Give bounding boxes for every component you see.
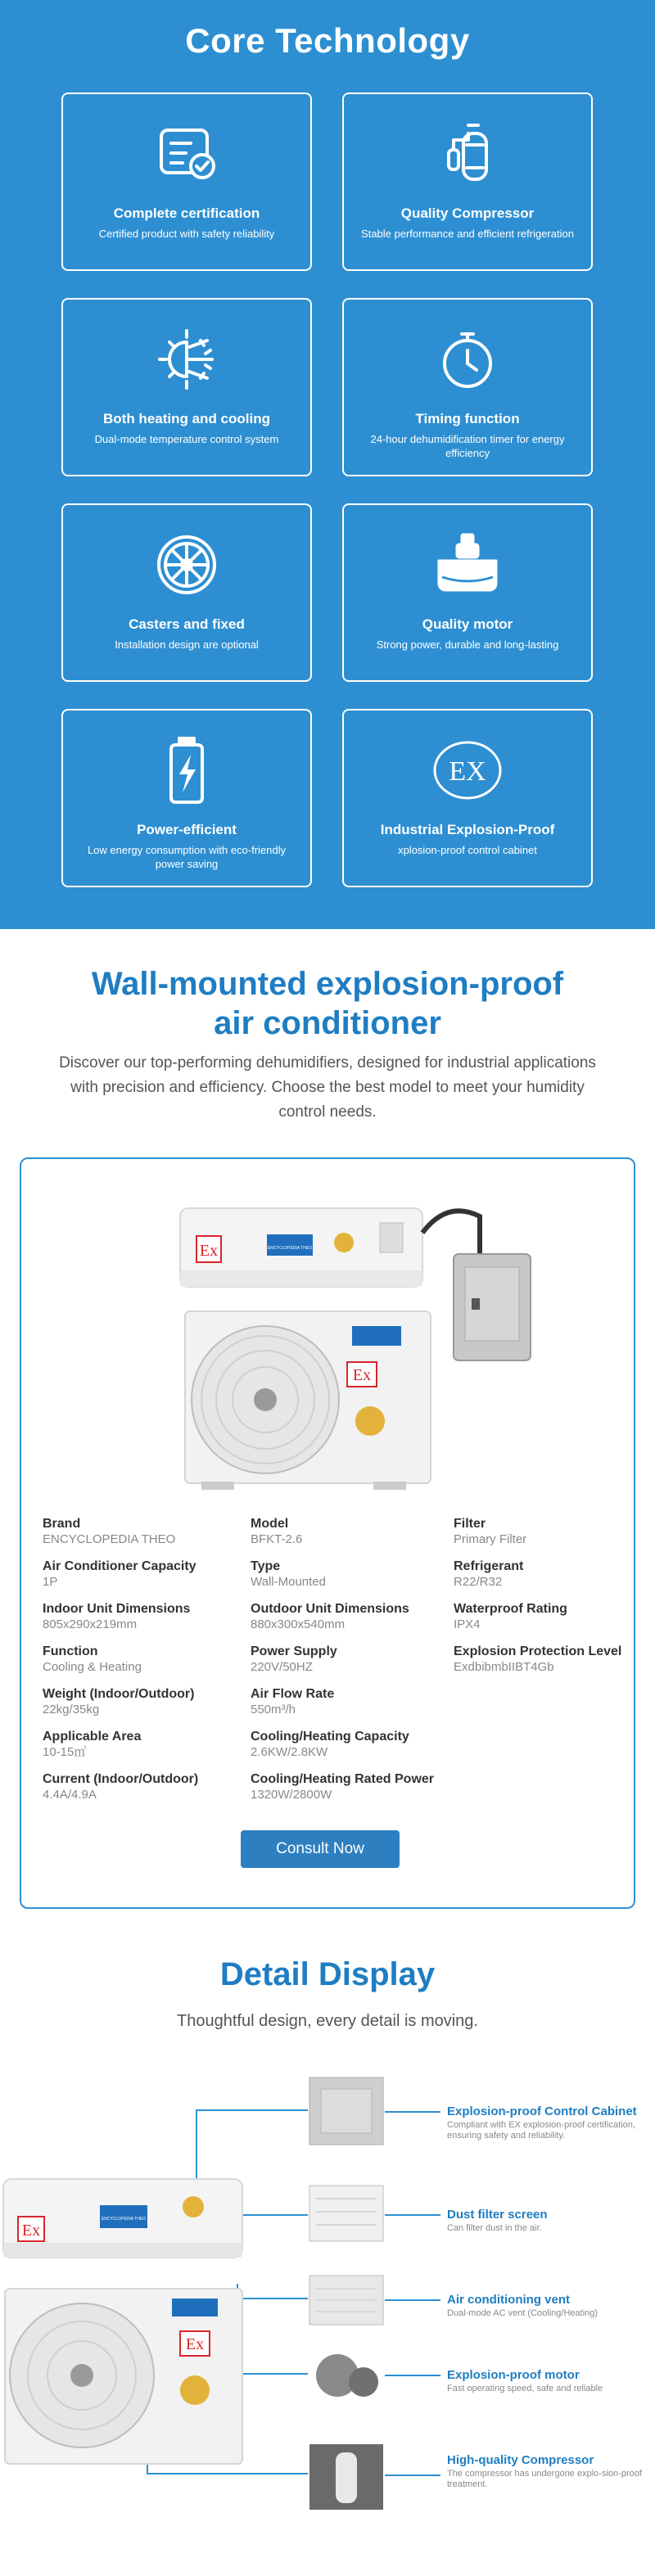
spec-power-supply: Power Supply 220V/50HZ (251, 1644, 337, 1674)
feature-desc: Dual-mode temperature control system (94, 433, 279, 445)
spec-indoor-dimensions: Indoor Unit Dimensions 805x290x219mm (43, 1602, 191, 1631)
consult-now-button[interactable]: Consult Now (241, 1830, 400, 1868)
svg-text:Ex: Ex (352, 1366, 372, 1384)
ex-icon (344, 733, 591, 807)
detail-item-dust-filter: Dust filter screen Can filter dust in the air. (447, 2208, 548, 2233)
feature-card-compressor (342, 92, 593, 271)
battery-bolt-icon (63, 733, 310, 807)
product-description: Discover our top-performing dehumidifiers, designed for industrial applications with precision and efficiency. Choose the best model to meet your humidity control needs. (59, 1054, 596, 1121)
svg-text:ENCYCLOPEDIA THEO: ENCYCLOPEDIA THEO (267, 1246, 313, 1251)
feature-desc: Strong power, durable and long-lasting (376, 638, 559, 651)
svg-text:Ex: Ex (185, 2335, 205, 2353)
spec-explosion-level: Explosion Protection Level ExdbibmbIIBT4Gb (454, 1644, 622, 1674)
feature-title: Power-efficient (137, 822, 237, 837)
spec-filter: Filter Primary Filter (454, 1517, 527, 1546)
spec-model: Model BFKT-2.6 (251, 1517, 303, 1546)
feature-desc: Low energy consumption with eco-friendly power saving (87, 844, 287, 870)
detail-item-control-cabinet: Explosion-proof Control Cabinet Compliant with EX explosion-proof certification, ensuring safety and reliability. (447, 2105, 637, 2141)
svg-text:Ex: Ex (21, 2222, 41, 2240)
detail-title: Detail Display (219, 1956, 436, 1992)
core-technology-title: Core Technology (185, 21, 470, 60)
detail-item-compressor: High-quality Compressor The compressor has undergone explo-sion-proof treatment. (447, 2453, 642, 2489)
spec-current: Current (Indoor/Outdoor) 4.4A/4.9A (43, 1772, 199, 1802)
feature-title: Timing function (415, 411, 520, 426)
feature-desc: Stable performance and efficient refrigeration (361, 228, 574, 240)
svg-text:Ex: Ex (199, 1242, 219, 1260)
spec-type: Type Wall-Mounted (251, 1559, 326, 1589)
spec-rated-power: Cooling/Heating Rated Power 1320W/2800W (251, 1772, 435, 1802)
compressor-icon (344, 117, 591, 191)
feature-desc: xplosion-proof control cabinet (398, 844, 537, 856)
spec-outdoor-dimensions: Outdoor Unit Dimensions 880x300x540mm (251, 1602, 409, 1631)
spec-weight: Weight (Indoor/Outdoor) 22kg/35kg (43, 1687, 195, 1717)
spec-capacity: Air Conditioner Capacity 1P (43, 1559, 196, 1589)
feature-title: Casters and fixed (129, 616, 245, 632)
feature-card-certification (61, 92, 312, 271)
feature-title: Both heating and cooling (103, 411, 270, 426)
detail-item-vent: Air conditioning vent Dual-mode AC vent (Cooling/Heating) (447, 2293, 599, 2318)
product-title (0, 964, 655, 1043)
feature-card-explosion-proof (342, 709, 593, 887)
feature-desc: Certified product with safety reliability (98, 228, 275, 240)
detail-item-motor: Explosion-proof motor Fast operating speed, safe and reliable (447, 2368, 603, 2393)
spec-refrigerant: Refrigerant R22/R32 (454, 1559, 524, 1589)
feature-title: Quality Compressor (400, 205, 535, 221)
certificate-icon (63, 117, 310, 191)
spec-air-flow: Air Flow Rate 550m³/h (251, 1687, 335, 1717)
svg-text:ENCYCLOPEDIA THEO: ENCYCLOPEDIA THEO (101, 2217, 147, 2222)
motor-icon (344, 528, 591, 602)
stopwatch-icon (344, 323, 591, 396)
product-title-line2: air conditioner (214, 1005, 441, 1041)
detail-subtitle: Thoughtful design, every detail is moving. (177, 2012, 478, 2030)
feature-card-power-efficient (61, 709, 312, 887)
feature-desc: Installation design are optional (115, 638, 259, 651)
feature-card-motor (342, 503, 593, 682)
feature-card-heating-cooling (61, 298, 312, 476)
ex-icon-text: EX (449, 756, 486, 787)
sun-snowflake-icon (63, 323, 310, 396)
feature-title: Quality motor (422, 616, 513, 632)
spec-waterproof: Waterproof Rating IPX4 (454, 1602, 567, 1631)
product-card (20, 1157, 635, 1909)
feature-desc: 24-hour dehumidification timer for energy efficiency (370, 433, 565, 459)
spec-brand: Brand ENCYCLOPEDIA THEO (43, 1517, 176, 1546)
spec-function: Function Cooling & Heating (43, 1644, 142, 1674)
caster-wheel-icon (63, 528, 310, 602)
feature-card-timing (342, 298, 593, 476)
core-technology-section (0, 0, 655, 929)
product-title-line1: Wall-mounted explosion-proof (91, 966, 564, 1002)
spec-area: Applicable Area 10-15㎡ (43, 1730, 142, 1759)
spec-cooling-heating-capacity: Cooling/Heating Capacity 2.6KW/2.8KW (251, 1730, 409, 1759)
feature-title: Industrial Explosion-Proof (380, 822, 555, 837)
feature-title: Complete certification (113, 205, 260, 221)
product-image (177, 1175, 537, 1495)
feature-card-casters (61, 503, 312, 682)
